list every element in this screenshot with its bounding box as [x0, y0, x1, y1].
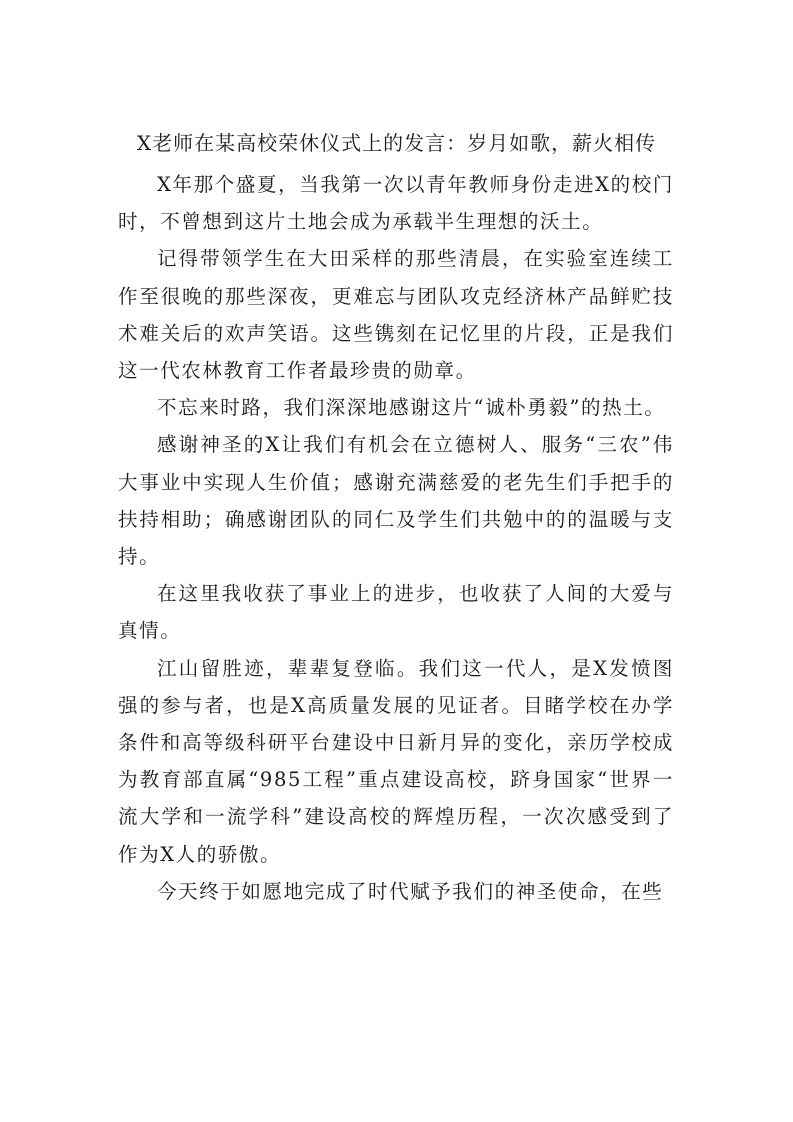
document-title: X老师在某高校荣休仪式上的发言：岁月如歌，薪火相传	[136, 131, 657, 155]
document-body	[118, 166, 674, 910]
paragraph: 在这里我收获了事业上的进步，也收获了人间的大爱与真情。	[118, 582, 674, 643]
paragraph: 感谢神圣的X让我们有机会在立德树人、服务“三农”伟大事业中实现人生价值；感谢充满慈爱的老先生们手把手的扶持相助；确感谢团队的同仁及学生们共勉中的的温暖与支持。	[118, 433, 674, 569]
paragraph: 记得带领学生在大田采样的那些清晨，在实验室连续工作至很晚的那些深夜，更难忘与团队攻克经济林产品鲜贮技术难关后的欢声笑语。这些镌刻在记忆里的片段，正是我们这一代农林教育工作者最珍贵的勋章。	[118, 247, 674, 383]
paragraph: X年那个盛夏，当我第一次以青年教师身份走进X的校门时，不曾想到这片土地会成为承载半生理想的沃土。	[118, 173, 674, 234]
paragraph: 今天终于如愿地完成了时代赋予我们的神圣使命，在些	[157, 879, 664, 903]
paragraph: 江山留胜迹，辈辈复登临。我们这一代人，是X发愤图强的参与者，也是X高质量发展的见证者。目睹学校在办学条件和高等级科研平台建设中日新月异的变化，亲历学校成为教育部直属“985工程”重点建设高校，跻身国家“世界一流大学和一流学科”建设高校的辉煌历程，一次次感受到了作为X人的骄傲。	[118, 656, 674, 866]
paragraph: 不忘来时路，我们深深地感谢这片“诚朴勇毅”的热土。	[157, 396, 666, 420]
